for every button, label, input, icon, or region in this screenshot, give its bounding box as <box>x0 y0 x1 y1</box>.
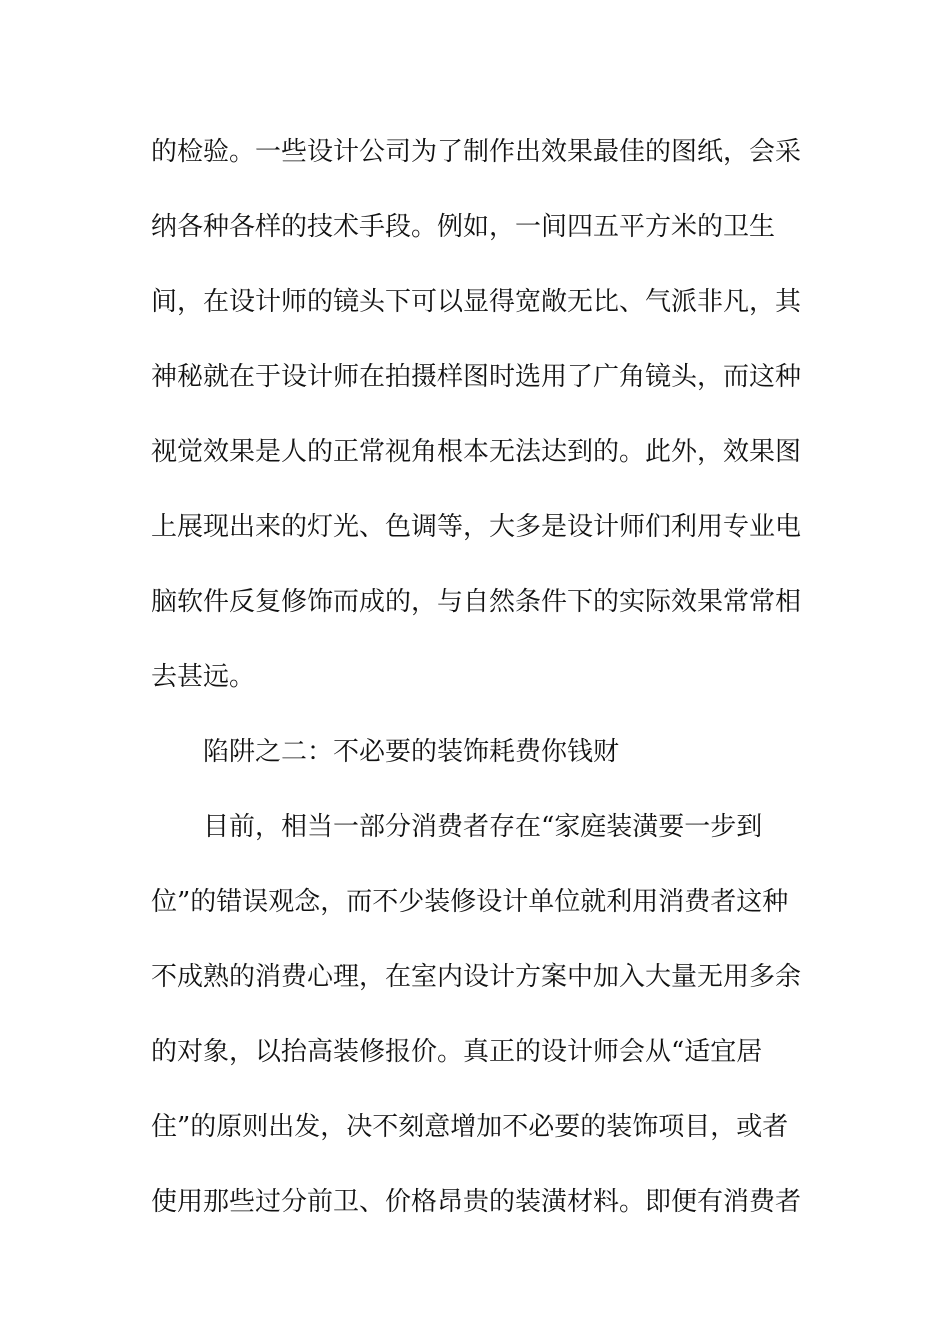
text-line: 去甚远。 <box>151 662 256 692</box>
paragraph-first-line: 目前，相当一部分消费者存在“家庭装潢要一步到 <box>203 812 763 842</box>
text-line: 的对象，以抬高装修报价。真正的设计师会从“适宜居 <box>151 1037 763 1067</box>
text-line: 位”的错误观念，而不少装修设计单位就利用消费者这种 <box>151 887 789 917</box>
text-line: 住”的原则出发，决不刻意增加不必要的装饰项目，或者 <box>151 1112 789 1142</box>
section-heading: 陷阱之二：不必要的装饰耗费你钱财 <box>203 737 620 767</box>
text-line: 的检验。一些设计公司为了制作出效果最佳的图纸，会采 <box>151 137 802 167</box>
text-line: 神秘就在于设计师在拍摄样图时选用了广角镜头，而这种 <box>151 362 802 392</box>
text-line: 不成熟的消费心理，在室内设计方案中加入大量无用多余 <box>151 962 802 992</box>
text-line: 使用那些过分前卫、价格昂贵的装潢材料。即便有消费者 <box>151 1187 802 1217</box>
text-line: 间，在设计师的镜头下可以显得宽敞无比、气派非凡，其 <box>151 287 802 317</box>
text-line: 脑软件反复修饰而成的，与自然条件下的实际效果常常相 <box>151 587 802 617</box>
text-line: 纳各种各样的技术手段。例如，一间四五平方米的卫生 <box>151 212 776 242</box>
text-line: 上展现出来的灯光、色调等，大多是设计师们利用专业电 <box>151 512 802 542</box>
text-line: 视觉效果是人的正常视角根本无法达到的。此外，效果图 <box>151 437 802 467</box>
body-text <box>151 128 801 1253</box>
